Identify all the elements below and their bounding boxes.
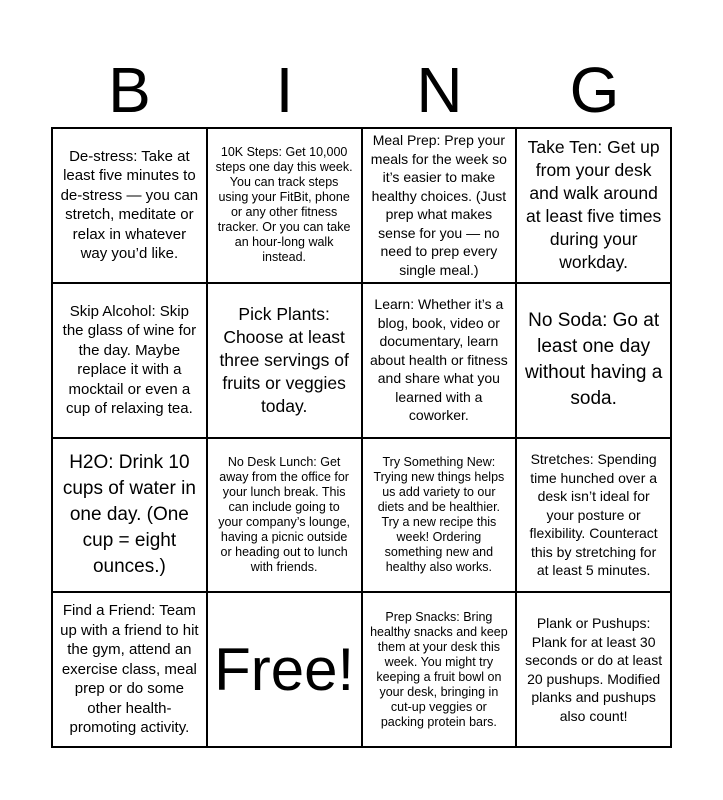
cell-text: H2O: Drink 10 cups of water in one day. (One cup = eight ounces.) bbox=[62, 451, 196, 577]
bingo-cell-free-space[interactable] bbox=[208, 593, 363, 748]
cell-text: Skip Alcohol: Skip the glass of wine for the day. Maybe replace it with a mocktail or even a cup of relaxing tea. bbox=[62, 302, 197, 418]
bingo-cell-learn[interactable] bbox=[363, 284, 518, 439]
cell-text: Take Ten: Get up from your desk and walk around at least five times during your workday. bbox=[526, 137, 662, 273]
bingo-cell-destress[interactable] bbox=[53, 129, 208, 284]
cell-text: De-stress: Take at least five minutes to de-stress — you can stretch, meditate or relax in whatever way you’d like. bbox=[60, 147, 199, 263]
header-letter-b: B bbox=[108, 54, 151, 126]
cell-text: Pick Plants: Choose at least three servings of fruits or veggies today. bbox=[219, 303, 349, 416]
bingo-header bbox=[52, 52, 672, 128]
bingo-cell-10k-steps[interactable] bbox=[208, 129, 363, 284]
bingo-cell-try-something-new[interactable] bbox=[363, 439, 518, 594]
bingo-cell-h2o[interactable] bbox=[53, 439, 208, 594]
bingo-cell-pick-plants[interactable] bbox=[208, 284, 363, 439]
cell-text: Find a Friend: Team up with a friend to hit the gym, attend an exercise class, meal prep or do some other health-promoting activity. bbox=[60, 602, 199, 737]
cell-text: 10K Steps: Get 10,000 steps one day this week. You can track steps using your FitBit, phone or any other fitness tracker. Or you can take an hour-long walk instead. bbox=[215, 145, 353, 265]
cell-text: Stretches: Spending time hunched over a desk isn’t ideal for your posture or flexibility. Counteract this by stretching for at least 5 minutes. bbox=[529, 451, 658, 579]
bingo-cell-take-ten[interactable] bbox=[517, 129, 672, 284]
cell-text: Learn: Whether it’s a blog, book, video or documentary, learn about health or fitness and share what you learned with a coworker. bbox=[369, 296, 508, 424]
bingo-cell-plank-or-pushups[interactable] bbox=[517, 593, 672, 748]
bingo-cell-no-desk-lunch[interactable] bbox=[208, 439, 363, 594]
cell-text: No Desk Lunch: Get away from the office for your lunch break. This can include going to your company’s lounge, having a picnic outside or heading out to lunch with friends. bbox=[218, 454, 351, 574]
header-letter-i: I bbox=[275, 54, 294, 126]
bingo-cell-skip-alcohol[interactable] bbox=[53, 284, 208, 439]
bingo-cell-stretches[interactable] bbox=[517, 439, 672, 594]
bingo-cell-prep-snacks[interactable] bbox=[363, 593, 518, 748]
cell-text: Try Something New: Trying new things helps us add variety to our diets and be healthier. Try a new recipe this week! Ordering something new and healthy also works. bbox=[373, 454, 505, 574]
header-letter-g: G bbox=[569, 54, 620, 126]
bingo-cell-meal-prep[interactable] bbox=[363, 129, 518, 284]
cell-text: Prep Snacks: Bring healthy snacks and keep them at your desk this week. You might try keeping a fruit bowl on your desk, bringing in cut-up veggies or packing protein bars. bbox=[370, 609, 508, 729]
cell-text: Meal Prep: Prep your meals for the week so it’s easier to make healthy choices. (Just prep what makes sense for you — no need to prep every single meal.) bbox=[370, 132, 507, 278]
bingo-cell-find-a-friend[interactable] bbox=[53, 593, 208, 748]
free-space-label: Free! bbox=[214, 635, 355, 703]
header-letter-n: N bbox=[416, 54, 463, 126]
bingo-board bbox=[51, 127, 672, 748]
cell-text: No Soda: Go at least one day without having a soda. bbox=[524, 310, 663, 410]
cell-text: Plank or Pushups: Plank for at least 30 seconds or do at least 20 pushups. Modified planks and pushups also count! bbox=[525, 615, 663, 724]
bingo-cell-no-soda[interactable] bbox=[517, 284, 672, 439]
